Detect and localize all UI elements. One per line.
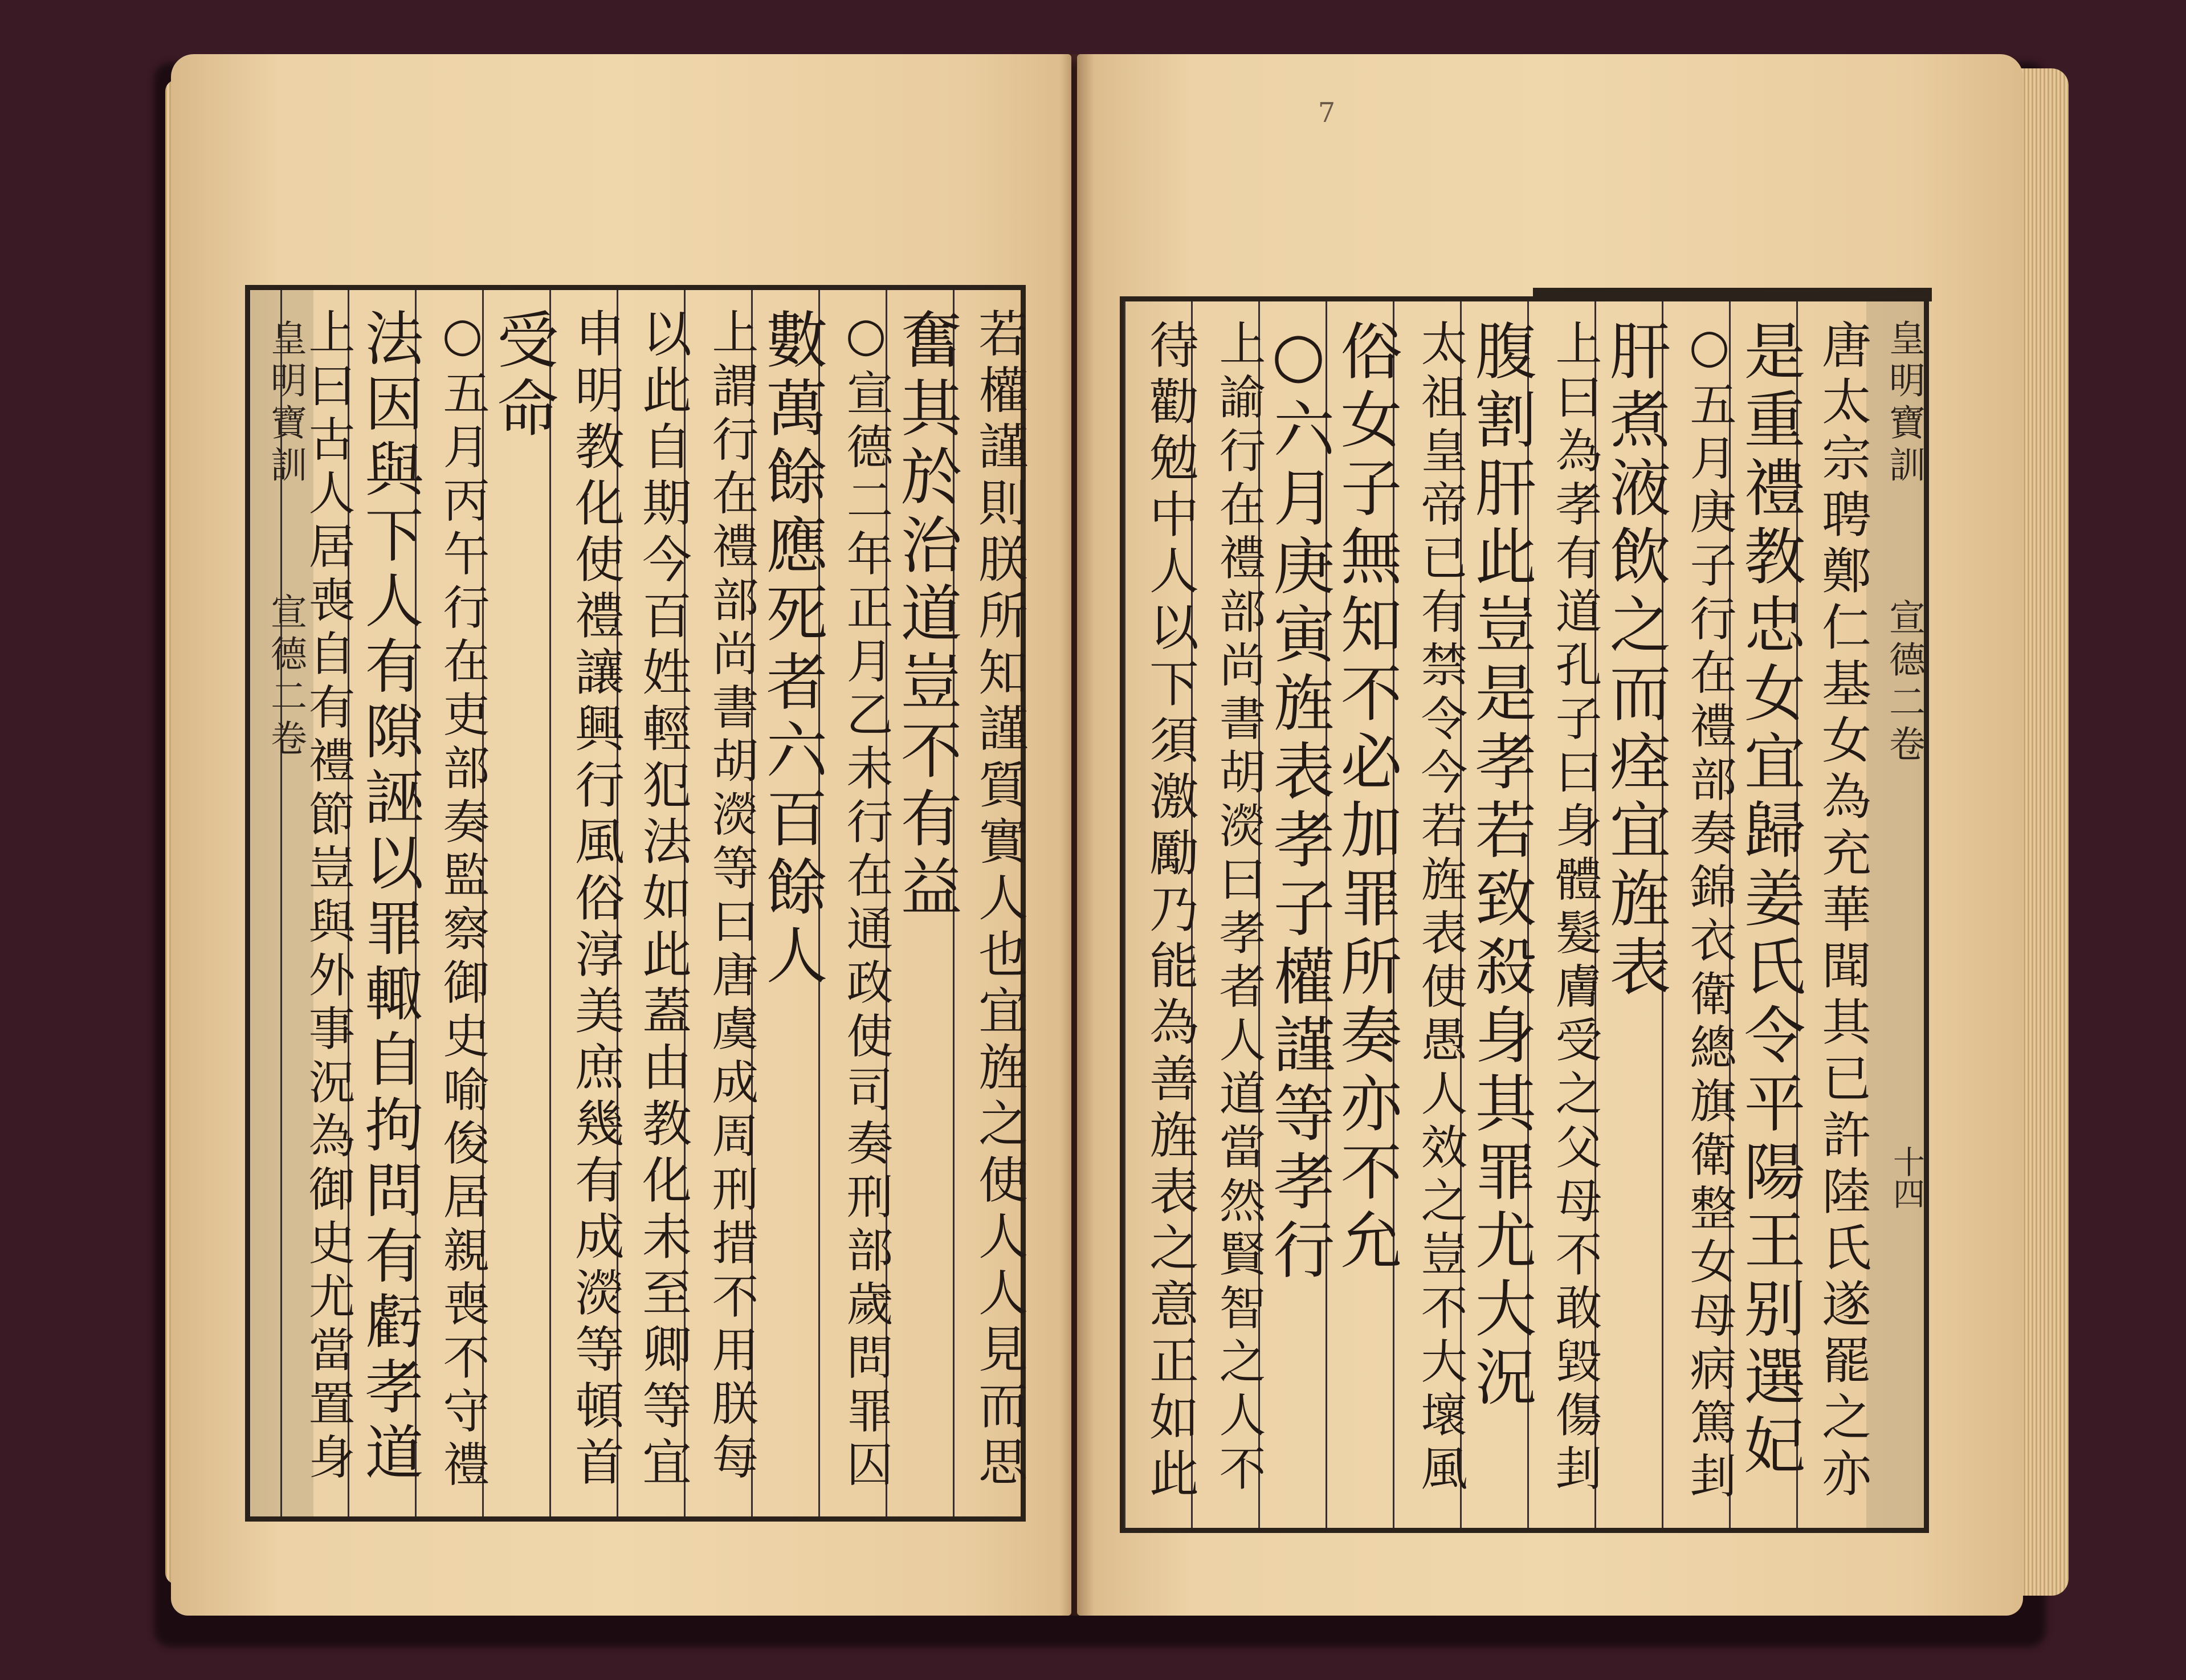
right-page-column: 太祖皇帝已有禁令今若旌表使愚人效之豈不大壞風 <box>1413 319 1467 1498</box>
left-margin-title: 皇明寶訓 <box>264 319 307 488</box>
right-page-column: 俗女子無知不必加罪所奏亦不允 <box>1330 319 1401 1277</box>
right-page-column: 上諭行在禮部尚書胡濙曰孝者人道當然賢智之人不 <box>1212 319 1266 1498</box>
right-page-column: 腹割肝此豈是孝若致殺身其罪尤大況 <box>1465 319 1536 1413</box>
left-page-column: ○宣德二年正月乙未行在通政使司奏刑部歲問罪囚 <box>839 308 893 1494</box>
left-page-column: 法因與下人有隙誣以罪輙自拘問有虧孝道 <box>355 308 423 1487</box>
right-page-column: 上曰為孝有道孔子曰身體髮膚受之父母不敢毀傷刲 <box>1548 319 1602 1498</box>
right-margin-volume: 宣德二卷 <box>1883 598 1925 767</box>
right-page-column: ○五月庚子行在禮部奏錦衣衛總旗衛整女母病篤刲 <box>1682 319 1736 1505</box>
folio-number: 十四 <box>1888 1145 1925 1209</box>
left-page-column: ○五月丙午行在吏部奏監察御史喻俊居親喪不守禮 <box>435 308 490 1494</box>
right-page-column: 肝煮液飲之而痊宜旌表 <box>1599 319 1670 1003</box>
left-page-column: 奮其於治道豈不有益 <box>890 308 961 923</box>
book-gutter <box>1060 54 1094 1616</box>
right-margin-title: 皇明寶訓 <box>1883 319 1925 488</box>
left-page-column: 申明教化使禮讓興行風俗淳美庶幾有成濙等頓首 <box>566 308 625 1493</box>
left-page-column: 若權謹則朕所知謹質實人也宜旌之使人人見而思 <box>970 308 1028 1493</box>
left-page-column: 數萬餘應死者六百餘人 <box>756 308 827 992</box>
left-page-column: 以此自期今百姓輕犯法如此蓋由教化未至卿等宜 <box>634 308 692 1493</box>
right-page-column: 唐太宗聘鄭仁基女為充華聞其已許陸氏遂罷之亦 <box>1813 319 1871 1504</box>
left-page-column: 受命 <box>487 308 558 445</box>
column-rule <box>1124 301 1125 1528</box>
right-page-column: ○六月庚寅旌表孝子權謹等孝行 <box>1263 319 1334 1286</box>
right-page-column: 待勸勉中人以下須激勵乃能為善旌表之意正如此 <box>1141 319 1199 1504</box>
right-page-column: 是重禮教忠女宜歸姜氏令平陽王别選妃 <box>1734 319 1805 1482</box>
left-page-column: 上謂行在禮部尚書胡濙等曰唐虞成周刑措不用朕每 <box>704 308 758 1486</box>
left-page-column: 上曰古人居喪自有禮節豈與外事況為御史尤當置身 <box>301 308 355 1486</box>
stray-mark: 7 <box>1311 97 1343 129</box>
left-margin-volume: 宣德二卷 <box>264 593 307 761</box>
column-rule <box>549 290 551 1516</box>
